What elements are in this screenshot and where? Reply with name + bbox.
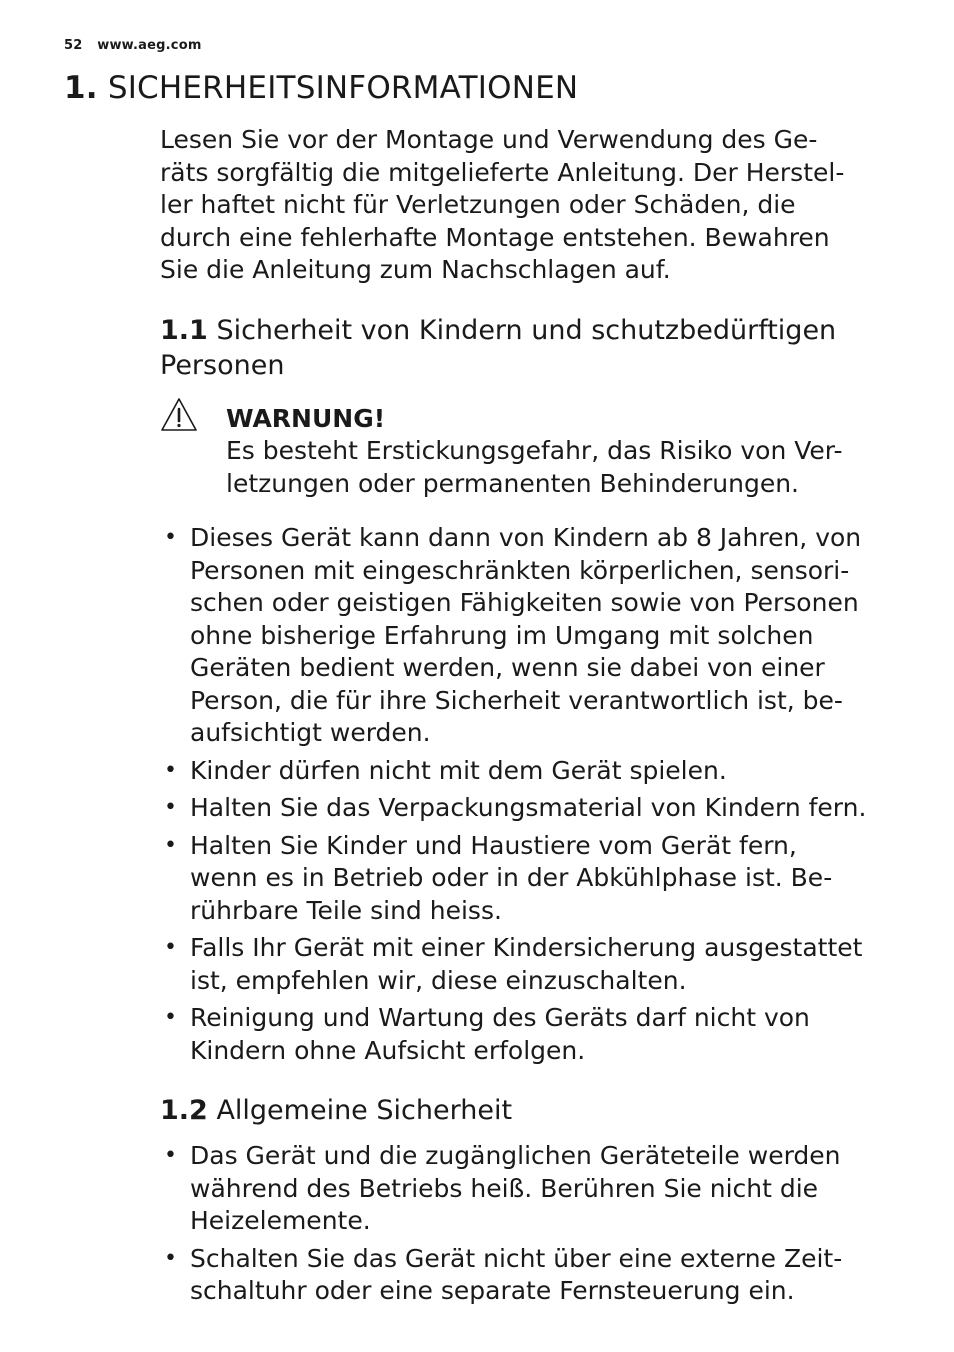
subsection-1-heading-line1 (160, 313, 900, 348)
list-item (160, 792, 900, 825)
subsection-1-title-line1: Sicherheit von Kindern und schutzbedürftigen (216, 314, 837, 346)
subsection-2 (160, 1093, 900, 1308)
warning-title: WARNUNG! (226, 403, 386, 433)
list-item-line: Geräten bedient werden, wenn sie dabei von einer (190, 653, 825, 682)
list-item-line: Personen mit eingeschränkten körperlichen, sensori- (190, 555, 850, 585)
list-item-line: wenn es in Betrieb oder in der Abkühlphase ist. Be- (190, 863, 833, 892)
list-item-line: Das Gerät und die zugänglichen Geräteteile werden (190, 1141, 841, 1170)
list-item-line: rührbare Teile sind heiss. (190, 895, 502, 925)
list-item (160, 755, 900, 788)
subsection-2-number: 1.2 (160, 1095, 208, 1126)
list-item-line: Halten Sie das Verpackungsmaterial von Kindern fern. (190, 793, 867, 822)
bullet-symbol: • (164, 1143, 177, 1168)
warning-line: Es besteht Erstickungsgefahr, das Risiko von Ver- (226, 436, 843, 465)
subsection-2-title: Allgemeine Sicherheit (216, 1095, 513, 1126)
warning-line: letzungen oder permanenten Behinderungen. (226, 468, 799, 498)
list-item-line: aufsichtigt werden. (190, 718, 431, 747)
section-title (64, 70, 578, 106)
list-item-line: ohne bisherige Erfahrung im Umgang mit solchen (190, 620, 814, 650)
list-item-line: Reinigung und Wartung des Geräts darf nicht von (190, 1003, 810, 1032)
list-item-line: ist, empfehlen wir, diese einzuschalten. (190, 965, 687, 995)
list-item (160, 1140, 900, 1238)
list-item-line: Schalten Sie das Gerät nicht über eine externe Zeit- (190, 1243, 843, 1273)
subsection-1-title-line2: Personen (160, 349, 285, 381)
intro-line: Lesen Sie vor der Montage und Verwendung des Ge- (160, 125, 818, 154)
bullet-symbol: • (164, 832, 177, 858)
bullet-symbol: • (164, 1245, 177, 1271)
subsection-2-heading (160, 1093, 900, 1128)
list-item-line: schaltuhr oder eine separate Fernsteuerung ein. (190, 1276, 795, 1305)
list-item-line: schen oder geistigen Fähigkeiten sowie von Personen (190, 588, 859, 617)
intro-line: räts sorgfältig die mitgelieferte Anleitung. Der Herstel- (160, 157, 845, 187)
header-url[interactable]: www.aeg.com (97, 38, 202, 53)
list-item-line: Falls Ihr Gerät mit einer Kindersicherung ausgestattet (190, 933, 863, 962)
list-item-line: Halten Sie Kinder und Haustiere vom Gerät fern, (190, 830, 797, 860)
subsection-1-heading (160, 313, 900, 383)
subsection-1-number: 1.1 (160, 314, 208, 346)
intro-line: durch eine fehlerhafte Montage entstehen. Bewahren (160, 222, 830, 252)
page-header (64, 38, 202, 53)
list-item-line: Kindern ohne Aufsicht erfolgen. (190, 1035, 586, 1065)
section-title-text: SICHERHEITSINFORMATIONEN (107, 70, 579, 106)
list-item-line: Heizelemente. (190, 1206, 371, 1235)
warning-triangle-icon (160, 397, 198, 433)
content (160, 124, 900, 1313)
list-item-line: Kinder dürfen nicht mit dem Gerät spielen. (190, 755, 727, 785)
list-item-line: während des Betriebs heiß. Berühren Sie nicht die (190, 1173, 819, 1203)
list-item (160, 522, 900, 750)
bullet-symbol: • (164, 525, 177, 550)
list-item (160, 932, 900, 997)
bullet-symbol: • (164, 757, 177, 783)
list-item-line: Person, die für ihre Sicherheit verantwortlich ist, be- (190, 685, 843, 715)
subsection-1-bullet-list (160, 522, 900, 1067)
intro-line: Sie die Anleitung zum Nachschlagen auf. (160, 255, 671, 284)
list-item (160, 830, 900, 928)
bullet-symbol: • (164, 1005, 177, 1030)
bullet-symbol: • (164, 935, 177, 960)
warning-box (160, 403, 900, 501)
subsection-2-bullet-list (160, 1140, 900, 1308)
bullet-symbol: • (164, 795, 177, 820)
list-item (160, 1243, 900, 1308)
page-number: 52 (64, 38, 83, 53)
section-number: 1. (64, 70, 98, 106)
intro-line: ler haftet nicht für Verletzungen oder Schäden, die (160, 190, 796, 219)
intro-paragraph (160, 124, 900, 287)
list-item (160, 1002, 900, 1067)
list-item-line: Dieses Gerät kann dann von Kindern ab 8 Jahren, von (190, 523, 862, 552)
